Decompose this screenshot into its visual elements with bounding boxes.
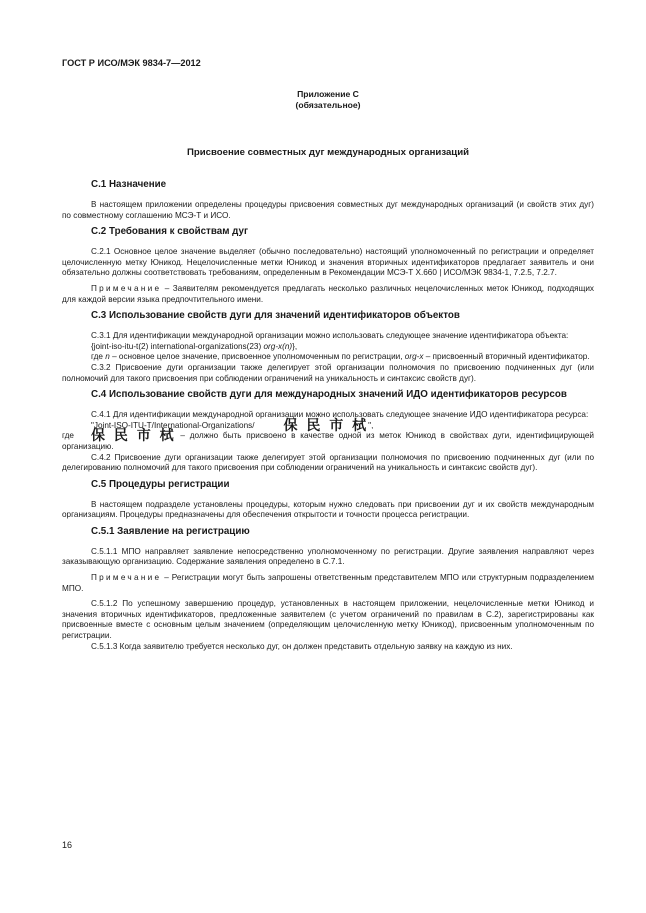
section-heading: С.3 Использование свойств дуги для значений идентификаторов объектов	[91, 310, 460, 322]
section-c2	[62, 226, 594, 305]
note-label: Примечание	[91, 283, 162, 293]
appendix-status: (обязательное)	[295, 100, 361, 110]
formula-suffix: },	[292, 341, 298, 351]
section-c1	[62, 179, 594, 221]
where-clause	[62, 428, 594, 452]
page-number: 16	[62, 840, 73, 850]
formula-variable: org-x(n)	[263, 341, 293, 351]
section-heading: С.2 Требования к свойствам дуг	[91, 226, 249, 238]
appendix-label: Приложение С	[297, 89, 359, 99]
where-text: – должно быть присвоено в качестве одной из меток Юникод в свойствах дуги, идентифицирующей организацию.	[62, 431, 594, 451]
where-suffix: – присвоенный вторичный идентификатор.	[423, 352, 590, 362]
oid-formula	[62, 342, 594, 353]
paragraph: С.3.2 Присвоение дуги организации также делегирует этой организации полномочия по присвоению подчиненных дуг (или полномочий для такого присвоения при соблюдении ограничений на уникальность и синтаксис свойств дуг).	[62, 362, 594, 383]
appendix-title: Присвоение совместных дуг международных организаций	[186, 147, 470, 158]
where-word: где	[62, 431, 74, 441]
paragraph: С.5.1.2 По успешному завершению процедур, установленных в настоящем приложении, нецелочисленные метки Юникод и значения вторичных идентификаторов, предложенные заявителем (с учетом ограничений по правилам в С.2), зарегистрированы как присвоенные вместе с основным целым значением (определяющим целочисленную метку Юникод), присвоенным уполномоченным по регистрации.	[62, 599, 594, 641]
paragraph: С.5.1.3 Когда заявителю требуется несколько дуг, он должен представить отдельную заявку на каждую из них.	[91, 641, 513, 651]
section-heading: С.1 Назначение	[91, 179, 167, 190]
unicode-label-glyphs: 保 民 市 栻	[91, 428, 176, 445]
note-label: Примечание	[91, 573, 162, 583]
section-c5	[62, 479, 594, 521]
where-orgx: org-x	[404, 352, 424, 362]
section-heading: С.4 Использование свойств дуги для международных значений ИДО идентификаторов ресурсов	[91, 389, 567, 401]
unicode-label-glyphs: 保 民 市 栻	[283, 417, 369, 434]
document-id: ГОСТ Р ИСО/МЭК 9834-7—2012	[62, 58, 201, 68]
note	[62, 573, 594, 594]
where-clause	[62, 352, 594, 363]
section-c4	[62, 389, 594, 474]
note-text: – Регистрации могут быть запрошены ответственным представителем МПО или структурным подразделением МПО.	[62, 573, 594, 593]
note	[62, 284, 594, 305]
section-heading: С.5 Процедуры регистрации	[91, 478, 230, 490]
paragraph: С.2.1 Основное целое значение выделяет (обычно последовательно) настоящий уполномоченный по регистрации и определяет целочисленную метку Юникод. Нецелочисленные метки Юникод и значения вторичных идентификаторов предлагает заявитель и они обязательно должны соответствовать требованиям, определенным в Рекомендации МСЭ-Т Х.660 | ИСО/МЭК 9834-1, 7.2.5, 7.2.7.	[62, 247, 594, 278]
paragraph: В настоящем подразделе установлены процедуры, которым нужно следовать при присвоении дуг и их свойств международным организациям. Процедуры предназначены для обеспечения открытости и точности процесса регистрации.	[62, 499, 594, 520]
note-text: – Заявителям рекомендуется предлагать несколько различных нецелочисленных меток Юникод, подходящих для каждой версии языка предпочтительного имени.	[62, 283, 594, 304]
paragraph: С.5.1.1 МПО направляет заявление непосредственно уполномоченному по регистрации. Другие заявления направляют через заказывающую организацию. Содержание заявления определено в С.7.1.	[62, 546, 594, 567]
section-c3	[62, 310, 594, 384]
paragraph: В настоящем приложении определены процедуры присвоения совместных дуг международных организаций (и свойств этих дуг) по совместному соглашению МСЭ-Т и ИСО.	[62, 200, 594, 220]
formula-suffix: ",	[368, 420, 374, 430]
formula-prefix: {joint-iso-itu-t(2) international-organizations(23)	[91, 341, 264, 351]
paragraph: С.4.2 Присвоение дуги организации также делегирует этой организации полномочия по присвоению подчиненных дуг (или по делегированию полномочий для такого присвоения при соблюдении ограничений на уникальность и синтаксис свойств дуг).	[62, 452, 594, 473]
where-n: n	[105, 352, 110, 362]
where-mid: – основное целое значение, присвоенное уполномоченным по регистрации,	[109, 352, 405, 362]
paragraph: С.3.1 Для идентификации международной организации можно использовать следующее значение идентификатора объекта:	[91, 331, 569, 341]
section-c5-1	[62, 526, 594, 652]
section-heading: С.5.1 Заявление на регистрацию	[91, 525, 250, 537]
formula-prefix: "Joint-ISO-ITU-T/International-Organizations/	[91, 420, 255, 430]
paragraph: С.4.1 Для идентификации международной организации можно использовать следующее значение ИДО идентификатора ресурса:	[91, 410, 589, 420]
where-prefix: где	[91, 352, 106, 362]
